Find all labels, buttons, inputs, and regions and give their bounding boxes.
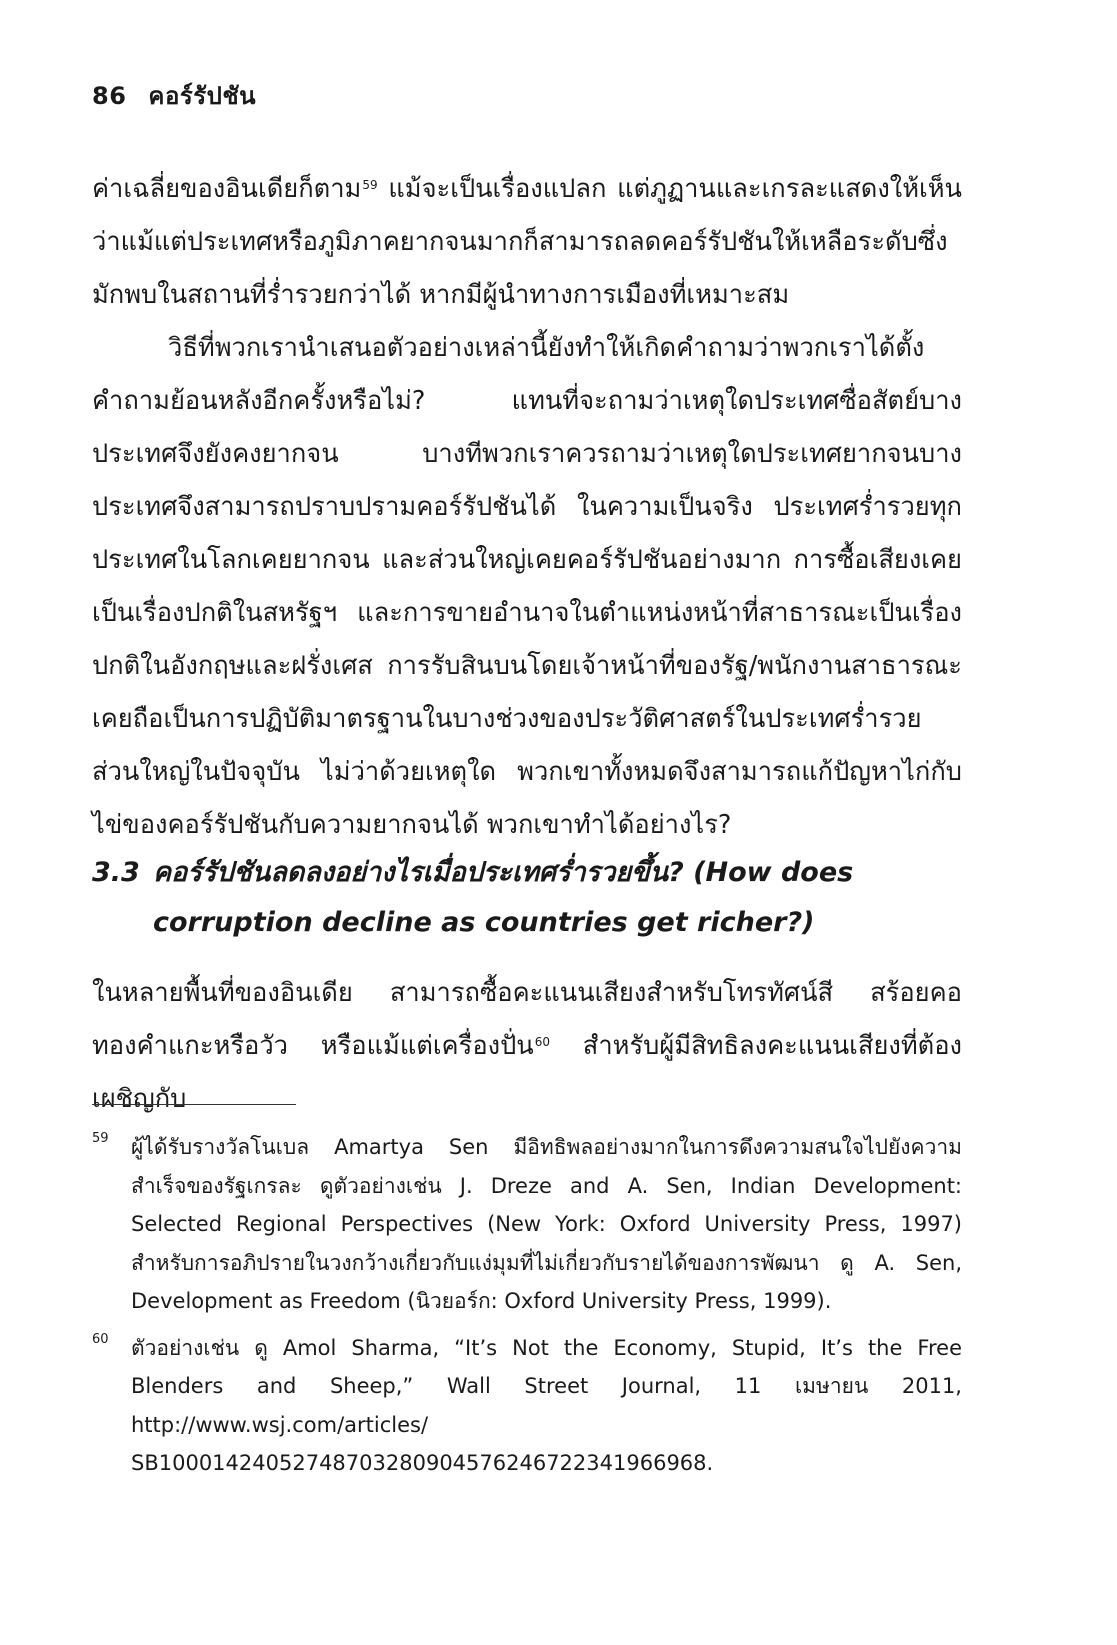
paragraph-3-text-a: ในหลายพื้นที่ของอินเดีย สามารถซื้อคะแนนเสียงสำหรับโทรทัศน์สี สร้อยคอทองคำแกะหรือวัว หรือแม้แต่เครื่องปั่น bbox=[92, 978, 962, 1061]
page-number: 86 bbox=[92, 82, 127, 110]
footnote-text: ผู้ได้รับรางวัลโนเบล Amartya Sen มีอิทธิพลอย่างมากในการดึงความสนใจไปยังความสำเร็จของรัฐเกรละ ดูตัวอย่างเช่น J. Dreze and A. Sen, Indian Development: Selected Regional Perspectives (New York: Oxford University Press, 1997) สำหรับการอภิปรายในวงกว้างเกี่ยวกับแง่มุมที่ไม่เกี่ยวกับรายได้ของการพัฒนา ดู A. Sen, Development as Freedom (นิวยอร์ก: Oxford University Press, 1999). bbox=[131, 1135, 962, 1313]
body-text-continued bbox=[92, 967, 962, 1126]
paragraph-1-text-b: แม้จะเป็นเรื่องแปลก แต่ภูฏานและเกรละแสดงให้เห็นว่าแม้แต่ประเทศหรือภูมิภาคยากจนมากก็สามารถลดคอร์รัปชันให้เหลือระดับซึ่งมักพบในสถานที่ร่ำรวยกว่าได้ หากมีผู้นำทางการเมืองที่เหมาะสม bbox=[92, 174, 962, 310]
footnote-59 bbox=[92, 1128, 962, 1321]
footnote-number: 60 bbox=[92, 1331, 109, 1347]
section-number: 3.3 bbox=[92, 857, 140, 888]
section-heading bbox=[92, 848, 962, 948]
paragraph-1 bbox=[92, 163, 962, 322]
footnote-ref-59[interactable]: 59 bbox=[362, 178, 378, 192]
running-head bbox=[92, 76, 256, 115]
footnote-text: ตัวอย่างเช่น ดู Amol Sharma, “It’s Not the Economy, Stupid, It’s the Free Blenders and Sheep,” Wall Street Journal, 11 เมษายน 2011, http://www.wsj.com/articles/ SB10001424052748703280904576246722341966968. bbox=[131, 1335, 962, 1475]
paragraph-3 bbox=[92, 967, 962, 1126]
paragraph-2: วิธีที่พวกเรานำเสนอตัวอย่างเหล่านี้ยังทำให้เกิดคำถามว่าพวกเราได้ตั้งคำถามย้อนหลังอีกครั้งหรือไม่? แทนที่จะถามว่าเหตุใดประเทศซื่อสัตย์บางประเทศจึงยังคงยากจน บางทีพวกเราควรถามว่าเหตุใดประเทศยากจนบางประเทศจึงสามารถปราบปรามคอร์รัปชันได้ ในความเป็นจริง ประเทศร่ำรวยทุกประเทศในโลกเคยยากจน และส่วนใหญ่เคยคอร์รัปชันอย่างมาก การซื้อเสียงเคยเป็นเรื่องปกติในสหรัฐฯ และการขายอำนาจในตำแหน่งหน้าที่สาธารณะเป็นเรื่องปกติในอังกฤษและฝรั่งเศส การรับสินบนโดยเจ้าหน้าที่ของรัฐ/พนักงานสาธารณะเคยถือเป็นการปฏิบัติมาตรฐานในบางช่วงของประวัติศาสตร์ในประเทศร่ำรวยส่วนใหญ่ในปัจจุบัน ไม่ว่าด้วยเหตุใด พวกเขาทั้งหมดจึงสามารถแก้ปัญหาไก่กับไข่ของคอร์รัปชันกับความยากจนได้ พวกเขาทำได้อย่างไร? bbox=[92, 333, 962, 840]
footnote-60 bbox=[92, 1329, 962, 1483]
book-title: คอร์รัปชัน bbox=[148, 82, 257, 110]
body-text bbox=[92, 163, 962, 852]
footnote-ref-60[interactable]: 60 bbox=[534, 1035, 550, 1049]
section-title: คอร์รัปชันลดลงอย่างไรเมื่อประเทศร่ำรวยขึ้น? (How does corruption decline as countries get richer?) bbox=[153, 857, 854, 938]
footnote-divider bbox=[92, 1104, 296, 1105]
footnote-number: 59 bbox=[92, 1131, 109, 1146]
paragraph-1-text-a: ค่าเฉลี่ยของอินเดียก็ตาม bbox=[92, 174, 362, 204]
paragraph-3-text-b: สำหรับผู้มีสิทธิลงคะแนนเสียงที่ต้องเผชิญกับ bbox=[92, 1031, 962, 1114]
footnotes bbox=[92, 1128, 962, 1491]
